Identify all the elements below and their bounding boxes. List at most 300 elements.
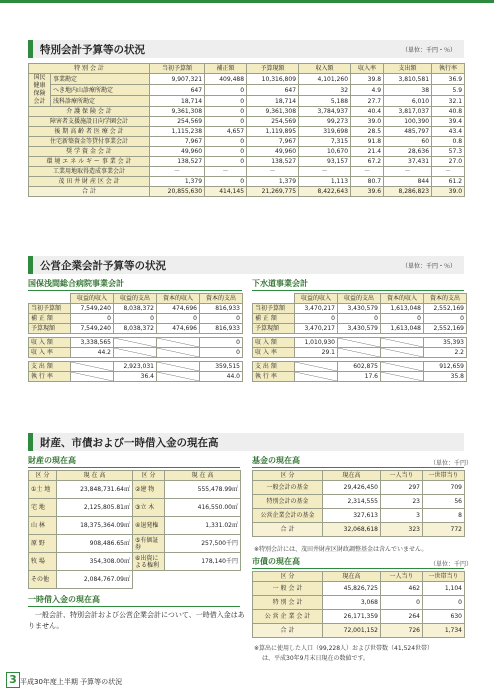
table-cell: 49,960: [150, 147, 205, 157]
table-cell: 2,314,555: [323, 495, 381, 509]
table-cell: 474,696: [157, 304, 200, 314]
table-cell: へき地内山診療所勘定: [51, 85, 150, 96]
table-cell: 0: [381, 596, 423, 610]
table-cell: 合 計: [253, 523, 323, 537]
table-cell: ①土 地: [29, 481, 57, 499]
table-cell: 茂 田 井 財 産 区 会 計: [29, 177, 150, 187]
table-cell: [29, 294, 71, 304]
table-cell: 1,115,238: [150, 127, 205, 137]
table-cell: 9,361,308: [150, 107, 205, 117]
table-cell: 障害者支援施設日向学園会計: [29, 117, 150, 127]
table-row: [253, 324, 467, 334]
table-cell: 23,848,731.64㎡: [57, 481, 133, 499]
special-accounts-table: [28, 63, 465, 197]
table-cell: 45,826,725: [323, 582, 381, 596]
table-row: [29, 85, 465, 96]
table-cell: 0: [424, 314, 467, 324]
table-cell: 36.9: [432, 74, 465, 85]
header-row: [253, 471, 465, 481]
table-cell: 80.7: [351, 177, 384, 187]
table-cell: 18,375,364.09㎡: [57, 517, 133, 535]
col-header: 当初予算額: [150, 64, 205, 74]
table-cell: 3,810,581: [384, 74, 432, 85]
table-row: [29, 338, 243, 348]
table-cell: 354,308.00㎡: [57, 553, 133, 571]
table-row: [253, 314, 467, 324]
total-row: [29, 187, 465, 197]
table-cell: 資本的支出: [200, 294, 243, 304]
table-cell: 牧 場: [29, 553, 57, 571]
table-cell: 39.0: [351, 117, 384, 127]
table-cell: [71, 372, 114, 382]
table-row: [29, 481, 241, 499]
table-cell: 359,515: [200, 362, 243, 372]
table-cell: 1,379: [247, 177, 299, 187]
table-cell: 現在高: [323, 572, 381, 582]
table-row: [29, 571, 241, 589]
table-cell: 執 行 率: [253, 372, 295, 382]
table-cell: [253, 294, 295, 304]
section-header-assets-debt: [28, 433, 464, 451]
table-cell: その他: [29, 571, 57, 589]
table-row: [253, 338, 467, 348]
header-row: [253, 294, 467, 304]
table-cell: [157, 372, 200, 382]
table-cell: 56: [423, 495, 465, 509]
table-row: [29, 177, 465, 187]
table-cell: 912,659: [424, 362, 467, 372]
sewer-account-title: 下水道事業会計: [252, 279, 308, 288]
table-cell: 26,171,359: [323, 610, 381, 624]
table-cell: 0: [381, 314, 424, 324]
table-cell: 647: [247, 85, 299, 96]
table-cell: 43.4: [432, 127, 465, 137]
table-cell: 当初予算額: [253, 304, 295, 314]
table-row: [253, 304, 467, 314]
table-cell: 57.3: [432, 147, 465, 157]
table-cell: 環 境 エ ネ ル ギ ー 事 業 会 計: [29, 157, 150, 167]
table-cell: 35,393: [424, 338, 467, 348]
table-cell: 40.4: [351, 107, 384, 117]
table-cell: 72,001,152: [323, 624, 381, 638]
table-cell: [295, 362, 338, 372]
table-cell: 区 分: [133, 471, 165, 481]
table-row: [29, 348, 243, 358]
table-cell: 8,422,643: [299, 187, 351, 197]
table-cell: [157, 348, 200, 358]
table-cell: 49,960: [247, 147, 299, 157]
table-cell: 0: [71, 314, 114, 324]
table-cell: 816,933: [200, 304, 243, 314]
table-cell: 7,549,240: [71, 324, 114, 334]
unit-label: （単位：千円・％）: [401, 263, 456, 270]
table-cell: 3,068: [323, 596, 381, 610]
table-cell: 39.0: [432, 187, 465, 197]
table-cell: 1,613,048: [381, 304, 424, 314]
table-cell: 合 計: [253, 624, 323, 638]
table-cell: [71, 362, 114, 372]
table-cell: 2,552,169: [424, 304, 467, 314]
table-cell: 5.9: [432, 85, 465, 96]
table-cell: 収益的収入: [71, 294, 114, 304]
table-cell: 18,714: [150, 96, 205, 107]
table-cell: 収益的収入: [295, 294, 338, 304]
table-cell: 138,527: [150, 157, 205, 167]
table-cell: 2,552,169: [424, 324, 467, 334]
table-cell: 23: [381, 495, 423, 509]
table-cell: 収益的支出: [114, 294, 157, 304]
hospital-account-title: 国保浅間総合病院事業会計: [28, 279, 124, 288]
table-cell: [157, 362, 200, 372]
table-cell: 29,426,450: [323, 481, 381, 495]
table-cell: 3,338,565: [71, 338, 114, 348]
table-cell: 区 分: [29, 471, 57, 481]
table-cell: 山 林: [29, 517, 57, 535]
divider: [28, 606, 240, 607]
table-cell: 32,068,618: [323, 523, 381, 537]
hospital-account-table: [28, 293, 243, 382]
table-row: [29, 137, 465, 147]
total-row: [253, 523, 465, 537]
table-cell: 21,269,775: [247, 187, 299, 197]
table-cell: [114, 348, 157, 358]
page-footer: 平成30年度上半期 予算等の状況: [20, 678, 123, 686]
table-cell: 7,967: [247, 137, 299, 147]
table-cell: 0: [114, 314, 157, 324]
table-cell: 3,470,217: [295, 304, 338, 314]
table-row: [253, 610, 465, 624]
table-cell: [381, 362, 424, 372]
header-row: [29, 471, 241, 481]
table-cell: 474,696: [157, 324, 200, 334]
funds-table: [252, 470, 465, 537]
table-cell: [157, 338, 200, 348]
table-cell: 支 出 額: [29, 362, 71, 372]
table-row: [29, 372, 243, 382]
table-cell: [114, 338, 157, 348]
table-row: [253, 582, 465, 596]
bonds-note-2: は、平成30年9月末日現在の数値です。: [262, 655, 369, 662]
table-cell: 0: [200, 348, 243, 358]
table-cell: 647: [150, 85, 205, 96]
table-cell: 原 野: [29, 535, 57, 553]
table-cell: 予算現額: [29, 324, 71, 334]
table-row: [29, 96, 465, 107]
table-cell: 公 営 企 業 会 計: [253, 610, 323, 624]
assets-title: 財産の現在高: [28, 456, 76, 465]
table-row: [253, 481, 465, 495]
table-cell: [381, 372, 424, 382]
table-cell: 公営企業会計の基金: [253, 509, 323, 523]
col-header: 補正額: [205, 64, 247, 74]
table-cell: 20,855,630: [150, 187, 205, 197]
divider: [28, 290, 242, 291]
table-cell: 3: [381, 509, 423, 523]
table-cell: 37,431: [384, 157, 432, 167]
table-row: [29, 362, 243, 372]
table-cell: 0: [205, 157, 247, 167]
table-cell: 6,010: [384, 96, 432, 107]
table-cell: 10,670: [299, 147, 351, 157]
table-cell: －: [299, 167, 351, 177]
table-cell: 297: [381, 481, 423, 495]
table-cell: 0: [423, 596, 465, 610]
table-cell: 浅科診療所勘定: [51, 96, 150, 107]
table-row: [253, 362, 467, 372]
table-row: [253, 372, 467, 382]
table-cell: 602,875: [338, 362, 381, 372]
table-cell: 36.4: [114, 372, 157, 382]
table-cell: 7,967: [150, 137, 205, 147]
section-header-public-enterprise: [28, 256, 464, 274]
table-cell: 0: [205, 177, 247, 187]
bonds-table: [252, 571, 465, 638]
table-cell: 630: [423, 610, 465, 624]
table-cell: 0: [205, 137, 247, 147]
table-cell: －: [205, 167, 247, 177]
section-title: 公営企業会計予算等の状況: [40, 260, 166, 272]
divider: [28, 467, 240, 468]
table-cell: 0: [205, 85, 247, 96]
table-cell: 当初予算額: [29, 304, 71, 314]
table-cell: 0: [157, 314, 200, 324]
table-cell: 5,188: [299, 96, 351, 107]
table-cell: 奨 学 資 金 会 計: [29, 147, 150, 157]
table-cell: 264: [381, 610, 423, 624]
table-cell: 2,125,805.81㎡: [57, 499, 133, 517]
table-cell: 21.4: [351, 147, 384, 157]
table-cell: 0: [205, 117, 247, 127]
table-row: [29, 117, 465, 127]
table-cell: 0: [200, 338, 243, 348]
divider: [252, 290, 464, 291]
table-cell: 1,104: [423, 582, 465, 596]
table-cell: 後 期 高 齢 者 医 療 会 計: [29, 127, 150, 137]
table-row: [29, 167, 465, 177]
table-cell: 409,488: [205, 74, 247, 85]
table-row: [29, 304, 243, 314]
bonds-unit: （単位：千円）: [430, 561, 473, 568]
table-cell: 9,361,308: [247, 107, 299, 117]
table-cell: 現 在 高: [57, 471, 133, 481]
table-cell: 収 入 率: [29, 348, 71, 358]
table-cell: ⑥出資による権利: [133, 553, 165, 571]
table-cell: 1,010,930: [295, 338, 338, 348]
table-cell: [338, 348, 381, 358]
table-cell: 3,784,937: [299, 107, 351, 117]
table-cell: 2,084,767.09㎡: [57, 571, 133, 589]
total-row: [253, 624, 465, 638]
table-cell: 資本的収入: [157, 294, 200, 304]
table-cell: 収 入 率: [253, 348, 295, 358]
table-cell: 10,316,809: [247, 74, 299, 85]
table-cell: 8,286,823: [384, 187, 432, 197]
table-cell: 収益的支出: [338, 294, 381, 304]
col-header: 支出額: [384, 64, 432, 74]
table-cell: 特別会計の基金: [253, 495, 323, 509]
table-cell: 宅 地: [29, 499, 57, 517]
table-cell: 257,500千円: [165, 535, 241, 553]
table-cell: 4,101,260: [299, 74, 351, 85]
table-cell: 2.2: [424, 348, 467, 358]
table-cell: 3,817,037: [384, 107, 432, 117]
table-cell: 収 入 額: [29, 338, 71, 348]
table-cell: －: [150, 167, 205, 177]
table-cell: 0.8: [432, 137, 465, 147]
table-cell: 27.0: [432, 157, 465, 167]
table-cell: 0: [205, 107, 247, 117]
table-cell: ④退発権: [133, 517, 165, 535]
table-cell: 一人当り: [381, 471, 423, 481]
table-cell: 17.6: [338, 372, 381, 382]
table-cell: 収 入 額: [253, 338, 295, 348]
table-row: [29, 324, 243, 334]
table-cell: 0: [200, 314, 243, 324]
table-cell: 現在高: [323, 471, 381, 481]
table-cell: 執 行 率: [29, 372, 71, 382]
table-cell: 555,478.99㎡: [165, 481, 241, 499]
table-cell: 合 計: [29, 187, 150, 197]
col-header: 予算現額: [247, 64, 299, 74]
table-cell: 29.1: [295, 348, 338, 358]
table-cell: －: [432, 167, 465, 177]
header-row: [253, 572, 465, 582]
table-cell: 0: [295, 314, 338, 324]
table-cell: 資本的収入: [381, 294, 424, 304]
table-cell: 特 別 会 計: [253, 596, 323, 610]
table-cell: 7,315: [299, 137, 351, 147]
table-cell: 1,113: [299, 177, 351, 187]
table-cell: 772: [423, 523, 465, 537]
table-cell: 7,549,240: [71, 304, 114, 314]
sewer-account-table: [252, 293, 467, 382]
table-cell: 61.2: [432, 177, 465, 187]
table-cell: 93,157: [299, 157, 351, 167]
table-cell: 908,486.65㎡: [57, 535, 133, 553]
col-header: 収入額: [299, 64, 351, 74]
table-cell: 資本的支出: [424, 294, 467, 304]
table-row: [29, 157, 465, 167]
table-cell: 327,613: [323, 509, 381, 523]
table-cell: 18,714: [247, 96, 299, 107]
table-cell: 補 正 額: [29, 314, 71, 324]
table-cell: 709: [423, 481, 465, 495]
funds-note: ※特別会計には、茂田井財産区財政調整基金は含んでいません。: [254, 546, 428, 553]
table-row: [253, 509, 465, 523]
table-cell: 816,933: [200, 324, 243, 334]
table-cell: －: [247, 167, 299, 177]
table-row: [253, 348, 467, 358]
table-cell: 区 分: [253, 572, 323, 582]
table-cell: 39.6: [351, 187, 384, 197]
section-title: 財産、市債および一時借入金の現在高: [40, 437, 219, 449]
table-cell: 現 在 高: [165, 471, 241, 481]
table-cell: 60: [384, 137, 432, 147]
table-row: [29, 147, 465, 157]
assets-table: [28, 470, 241, 589]
page-number: 3: [6, 672, 20, 688]
table-cell: [133, 571, 241, 589]
table-row: [29, 74, 465, 85]
table-cell: 8,038,372: [114, 304, 157, 314]
table-row: [29, 314, 243, 324]
table-cell: 介 護 保 険 会 計: [29, 107, 150, 117]
table-cell: 補 正 額: [253, 314, 295, 324]
table-row: [29, 127, 465, 137]
table-cell: 44.0: [200, 372, 243, 382]
table-cell: 3,430,579: [338, 324, 381, 334]
table-cell: 40.8: [432, 107, 465, 117]
table-cell: 予算現額: [253, 324, 295, 334]
col-header: 特 別 会 計: [29, 64, 150, 74]
table-cell: 0: [338, 314, 381, 324]
table-cell: －: [351, 167, 384, 177]
table-cell: 67.2: [351, 157, 384, 167]
table-row: [29, 499, 241, 517]
table-cell: 支 出 額: [253, 362, 295, 372]
table-cell: 3,430,579: [338, 304, 381, 314]
table-cell: 319,698: [299, 127, 351, 137]
table-cell: 323: [381, 523, 423, 537]
table-row: [29, 553, 241, 571]
section-header-special-accounts: [28, 40, 464, 58]
table-cell: 4.9: [351, 85, 384, 96]
table-cell: 254,569: [247, 117, 299, 127]
table-cell: 91.8: [351, 137, 384, 147]
table-cell: 32.1: [432, 96, 465, 107]
table-cell: 35.8: [424, 372, 467, 382]
table-cell: 1,379: [150, 177, 205, 187]
bonds-note-1: ※算出に使用した人口（99,228人）および世帯数（41,524世帯）: [254, 645, 434, 652]
table-cell: 3,470,217: [295, 324, 338, 334]
table-cell: 138,527: [247, 157, 299, 167]
table-cell: 8: [423, 509, 465, 523]
table-cell: 一般会計の基金: [253, 481, 323, 495]
table-cell: [381, 348, 424, 358]
table-cell: 99,273: [299, 117, 351, 127]
table-cell: 39.4: [432, 117, 465, 127]
table-cell: 178,140千円: [165, 553, 241, 571]
section-title: 特別会計予算等の状況: [40, 44, 145, 56]
table-cell: 区 分: [253, 471, 323, 481]
table-cell: ⑤有価証券: [133, 535, 165, 553]
table-cell: 38: [384, 85, 432, 96]
table-row: [253, 596, 465, 610]
table-cell: 485,797: [384, 127, 432, 137]
table-cell: 1,119,895: [247, 127, 299, 137]
col-header: 収入率: [351, 64, 384, 74]
table-cell: ③立 木: [133, 499, 165, 517]
table-cell: 1,734: [423, 624, 465, 638]
divider: [252, 568, 464, 569]
table-cell: 844: [384, 177, 432, 187]
table-cell: 1,613,048: [381, 324, 424, 334]
temporary-loan-title: 一時借入金の現在高: [28, 595, 100, 604]
table-cell: 9,907,321: [150, 74, 205, 85]
table-cell: 一人当り: [381, 572, 423, 582]
table-cell: [381, 338, 424, 348]
top-accent-bar: [0, 0, 494, 3]
table-cell: 44.2: [71, 348, 114, 358]
table-cell: 0: [205, 96, 247, 107]
table-cell: ②建 物: [133, 481, 165, 499]
table-cell: 2,923,031: [114, 362, 157, 372]
table-cell: [295, 372, 338, 382]
table-row: [253, 495, 465, 509]
table-row: [29, 107, 465, 117]
table-cell: 414,145: [205, 187, 247, 197]
table-cell: 8,038,372: [114, 324, 157, 334]
